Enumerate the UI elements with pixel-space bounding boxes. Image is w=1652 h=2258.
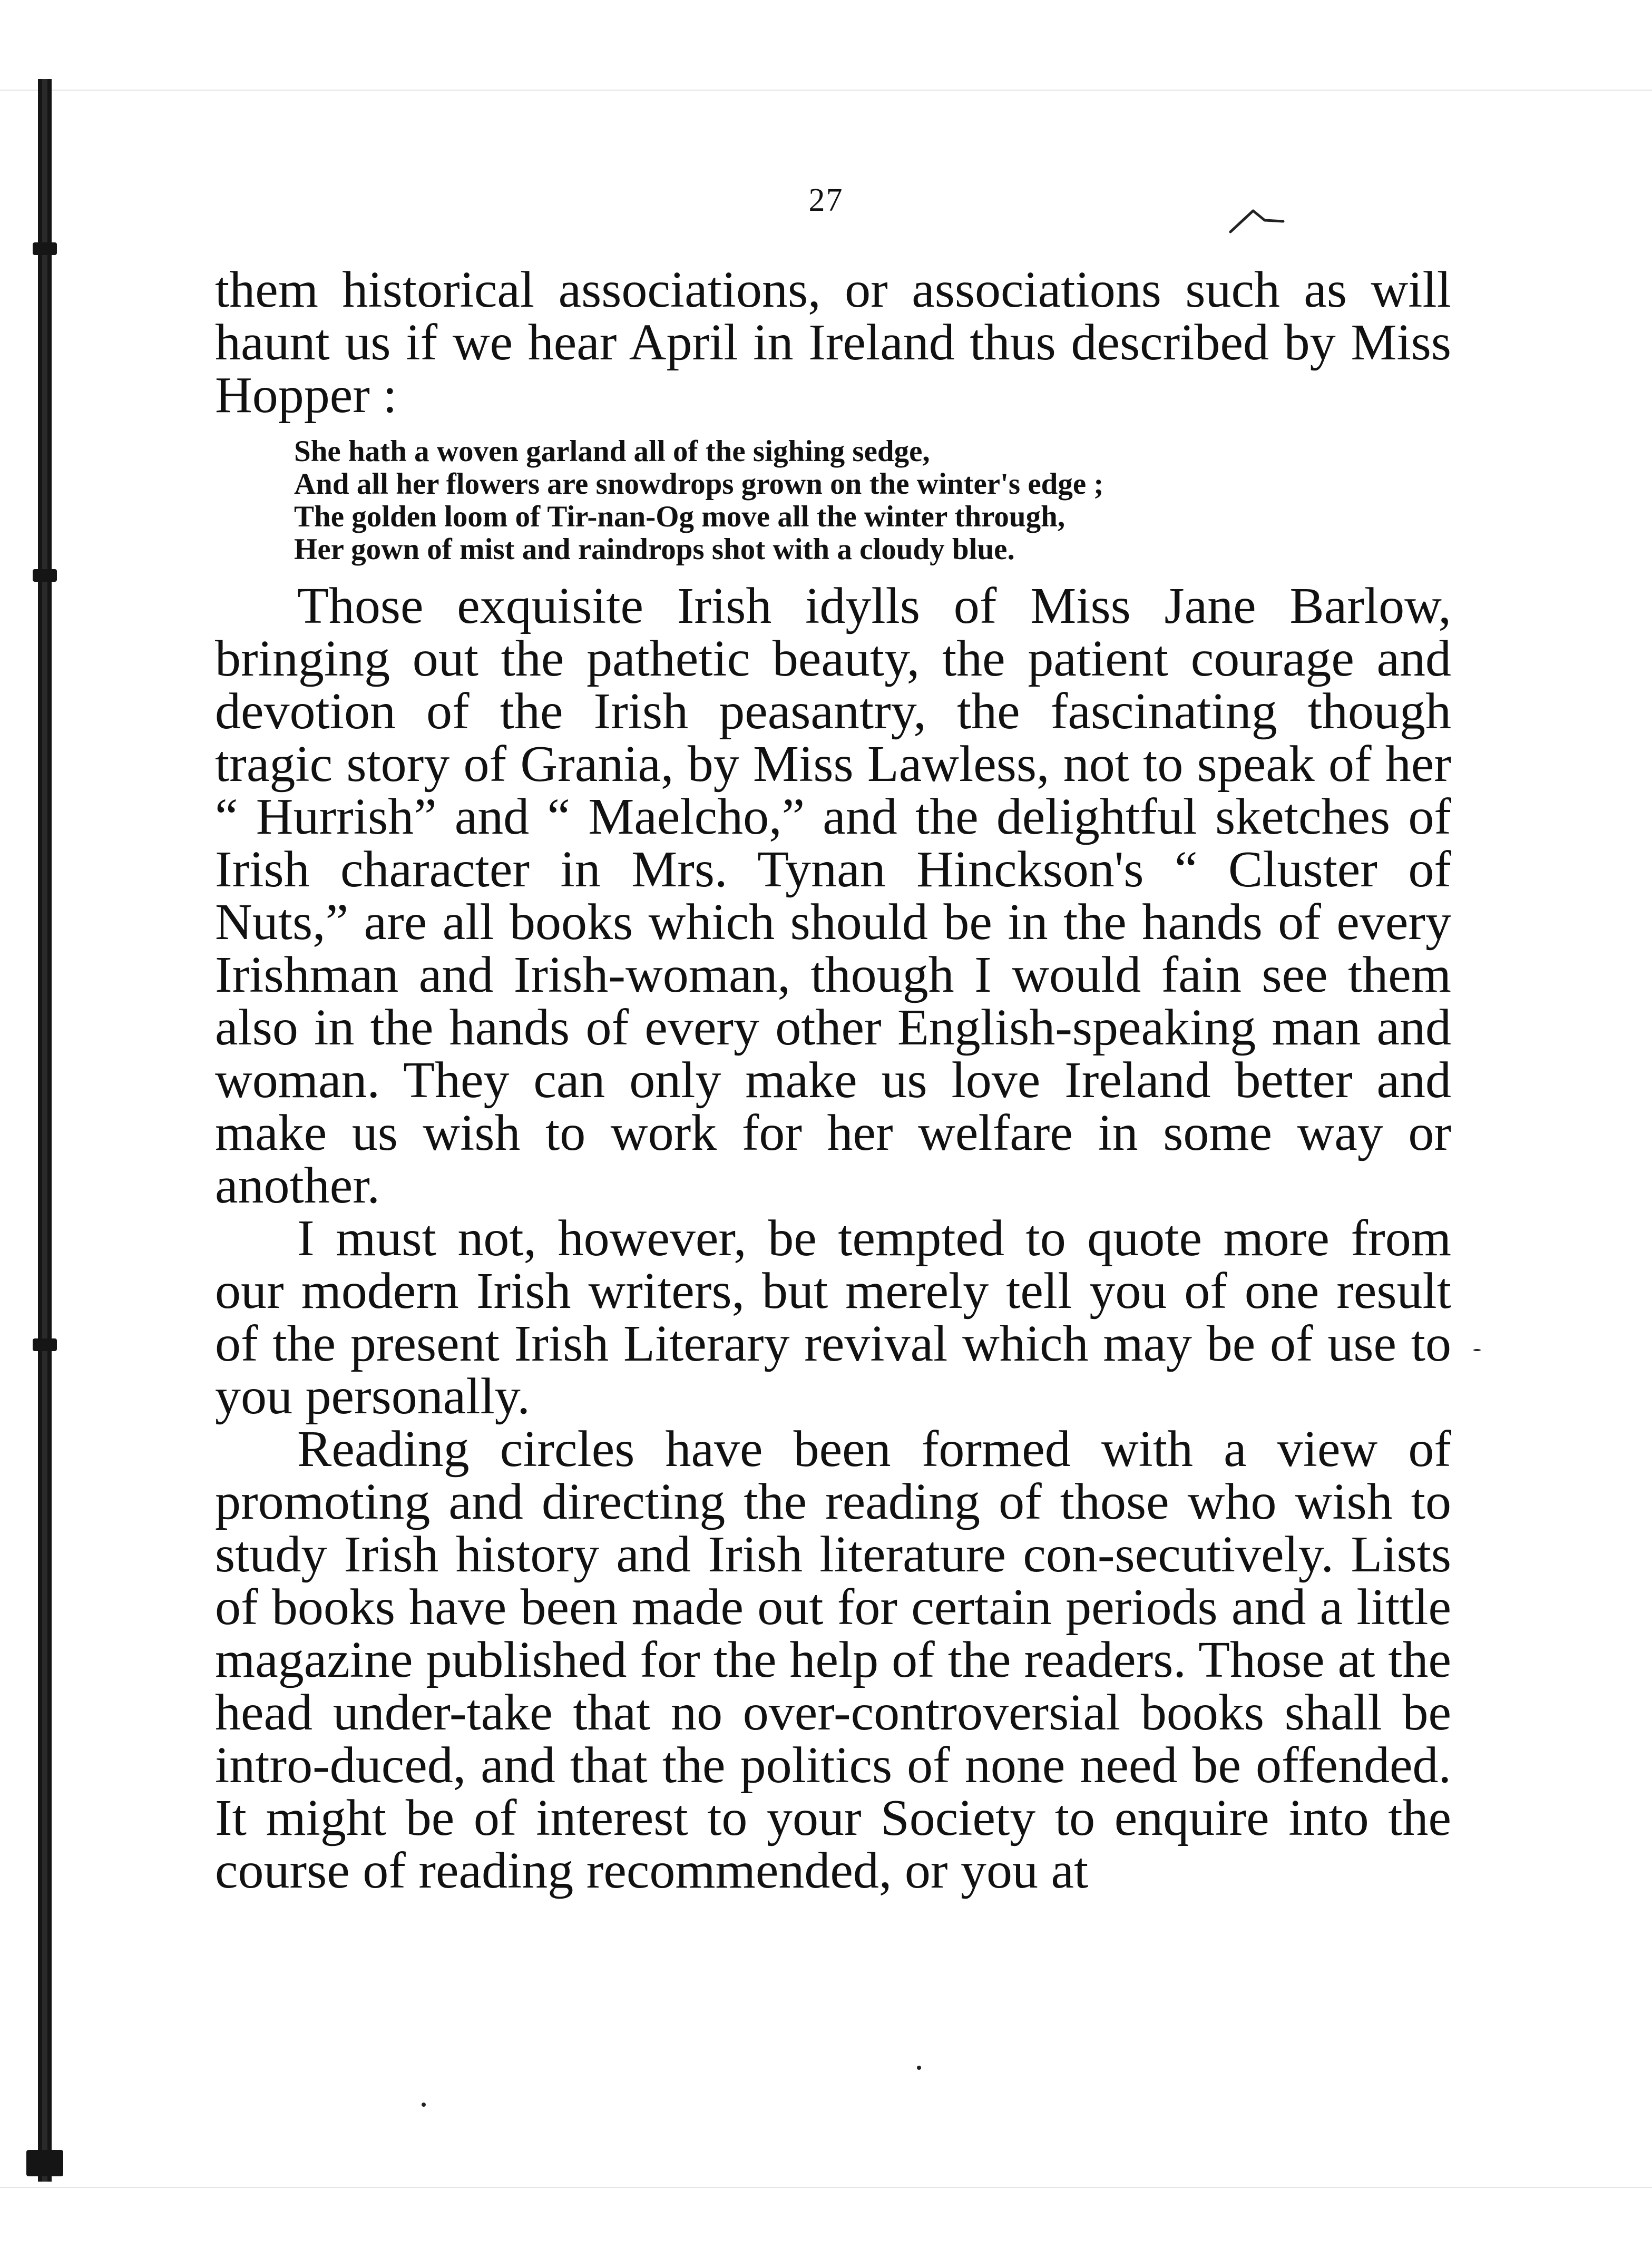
verse-line: Her gown of mist and raindrops shot with a cloudy blue. <box>294 533 1015 566</box>
page-bottom-edge <box>0 2187 1652 2188</box>
verse-quote <box>294 435 1451 566</box>
binding-notch <box>26 2150 63 2176</box>
verse-line: The golden loom of Tir-nan-Og move all the winter through, <box>294 500 1066 533</box>
ink-speck <box>1473 1349 1481 1351</box>
paragraph-1: them historical associations, or associations such as will haunt us if we hear April in Ireland thus described by Miss Hopper : <box>215 261 1451 424</box>
ink-speck <box>917 2066 921 2070</box>
binding-notch <box>33 242 57 255</box>
page-top-edge <box>0 90 1652 91</box>
body-text <box>215 263 1451 1897</box>
verse-line: She hath a woven garland all of the sighing sedge, <box>294 435 930 468</box>
binding-edge <box>38 79 52 2182</box>
page-number: 27 <box>808 182 844 218</box>
binding-notch <box>33 569 57 582</box>
ink-speck <box>422 2103 426 2107</box>
verse-line: And all her flowers are snowdrops grown on the winter's edge ; <box>294 467 1104 501</box>
paragraph-2: Those exquisite Irish idylls of Miss Jane Barlow, bringing out the pathetic beauty, the patient courage and devotion of the Irish peasantry, the fascinating though tragic story of Grania, by Miss Lawless, not to speak of her “ Hurrish” and “ Maelcho,” and the delightful sketches of Irish character in Mrs. Tynan Hinckson's “ Cluster of Nuts,” are all books which should be in the hands of every Irishman and Irish-woman, though I would fain see them also in the hands of every other English-speaking man and woman. They can only make us love Ireland better and make us wish to work for her welfare in some way or another. <box>215 578 1451 1214</box>
paragraph-3: I must not, however, be tempted to quote more from our modern Irish writers, but merely tell you of one result of the present Irish Literary revival which may be of use to you personally. <box>215 1210 1451 1425</box>
pencil-mark <box>1228 206 1286 237</box>
binding-notch <box>33 1338 57 1351</box>
paragraph-4: Reading circles have been formed with a view of promoting and directing the reading of those who wish to study Irish history and Irish literature con-secutively. Lists of books have been made out for certain periods and a little magazine published for the help of the readers. Those at the head under-take that no over-controversial books shall be intro-duced, and that the politics of none need be offended. It might be of interest to your Society to enquire into the course of reading recommended, or you at <box>215 1421 1451 1899</box>
